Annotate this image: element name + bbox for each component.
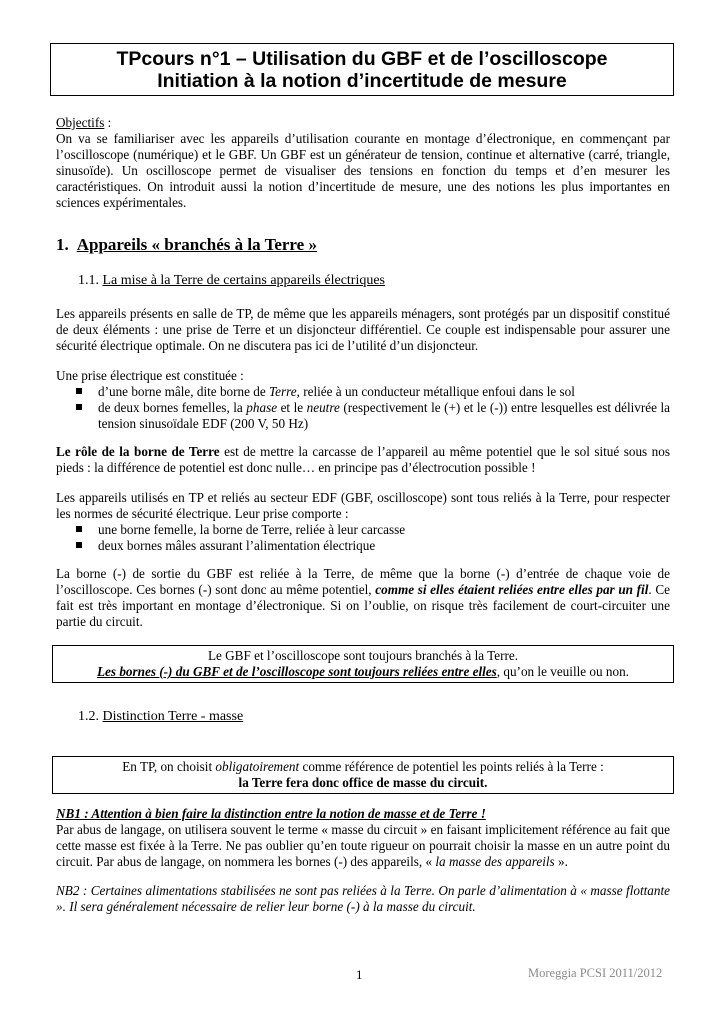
- list-item: deux bornes mâles assurant l’alimentation électrique: [56, 538, 670, 554]
- list-item: une borne femelle, la borne de Terre, reliée à leur carcasse: [56, 522, 670, 538]
- nb1-block: [56, 806, 670, 870]
- info-box-masse: [52, 756, 674, 794]
- section-1-1-heading: 1.1. La mise à la Terre de certains appareils électriques: [78, 273, 386, 288]
- bullet-square-icon: [76, 542, 82, 548]
- prise-block: [56, 368, 670, 432]
- paragraph-role-terre: Le rôle de la borne de Terre est de mettre la carcasse de l’appareil au même potentiel que le sol situé sous nos pieds : la différence de potentiel est donc nulle… en principe pas d’électrocution possible !: [56, 444, 670, 475]
- nb1-text: Par abus de langage, on utilisera souvent le terme « masse du circuit » en faisant implicitement référence au fait que cette masse est fixée à la Terre. Ne pas oublier qu’en toute rigueur on pourrait choisir la masse en un autre point du circuit. Par abus de langage, on nommera les bornes (-) des appareils, « la masse des appareils ».: [56, 822, 670, 869]
- appareils-block: [56, 490, 670, 554]
- info-box-terre: [52, 645, 674, 683]
- objectifs-block: [56, 115, 670, 211]
- nb2-text: NB2 : Certaines alimentations stabilisées ne sont pas reliées à la Terre. On parle d’alimentation à « masse flottante ». Il sera généralement nécessaire de relier leur borne (-) à la masse du circuit.: [56, 883, 670, 914]
- list-item: de deux bornes femelles, la phase et le neutre (respectivement le (+) et le (-)) entre lesquelles est délivrée la tension sinusoïdale EDF (200 V, 50 Hz): [56, 400, 670, 432]
- appareils-list: [56, 522, 670, 554]
- objectifs-text: On va se familiariser avec les appareils d’utilisation courante en montage d’électronique, en commençant par l’oscilloscope (numérique) et le GBF. Un GBF est un générateur de tension, continue et alternative (carré, triangle, sinusoïde). Un oscilloscope permet de visualiser des tensions en fonction du temps et d’en mesurer les caractéristiques. On introduit aussi la notion d’incertitude de mesure, une des notions les plus importantes en sciences expérimentales.: [56, 131, 670, 210]
- paragraph-borne-gbf: La borne (-) de sortie du GBF est reliée à la Terre, de même que la borne (-) d’entrée de chaque voie de l’oscilloscope. Ces bornes (-) sont donc au même potentiel, comme si elles étaient reliées entre elles par un fil. Ce fait est très important en montage d’électronique. Si on l’oublie, on risque très facilement de court-circuiter une partie du circuit.: [56, 566, 670, 629]
- title-box: [50, 43, 674, 96]
- box2-line-1: En TP, on choisit obligatoirement comme référence de potentiel les points reliés à la Terre :: [122, 759, 604, 774]
- objectifs-label: Objectifs: [56, 115, 105, 130]
- nb1-title: NB1 : Attention à bien faire la distinction entre la notion de masse et de Terre !: [56, 806, 486, 821]
- list-item: d’une borne mâle, dite borne de Terre, reliée à un conducteur métallique enfoui dans le sol: [56, 384, 670, 400]
- section-1-2-heading: 1.2. Distinction Terre - masse: [78, 709, 244, 724]
- prise-intro: Une prise électrique est constituée :: [56, 368, 244, 383]
- bullet-square-icon: [76, 526, 82, 532]
- box1-line-1: Le GBF et l’oscilloscope sont toujours branchés à la Terre.: [207, 648, 519, 663]
- objectifs-heading: Objectifs :: [56, 115, 112, 130]
- box2-line-2: la Terre fera donc office de masse du circuit.: [238, 775, 488, 790]
- bullet-square-icon: [76, 404, 82, 410]
- title-line-2: Initiation à la notion d’incertitude de mesure: [157, 70, 567, 92]
- paragraph-protection: Les appareils présents en salle de TP, de même que les appareils ménagers, sont protégés par un dispositif constitué de deux éléments : une prise de Terre et un disjoncteur différentiel. Ce couple est indispensable pour assurer une sécurité électrique optimale. On ne discutera pas ici de l’utilité d’un disjoncteur.: [56, 306, 670, 353]
- bullet-square-icon: [76, 388, 82, 394]
- prise-list: [56, 384, 670, 432]
- footer-author: Moreggia PCSI 2011/2012: [528, 966, 663, 980]
- paragraph-appareils: Les appareils utilisés en TP et reliés au secteur EDF (GBF, oscilloscope) sont tous reliés à la Terre, pour respecter les normes de sécurité électrique. Leur prise comporte :: [56, 490, 670, 521]
- title-line-1: TPcours n°1 – Utilisation du GBF et de l’oscilloscope: [116, 48, 608, 70]
- section-1-heading: 1. Appareils « branchés à la Terre »: [56, 235, 317, 254]
- box1-line-2: Les bornes (-) du GBF et de l’oscilloscope sont toujours reliées entre elles, qu’on le veuille ou non.: [97, 664, 629, 679]
- page-number: 1: [356, 967, 363, 982]
